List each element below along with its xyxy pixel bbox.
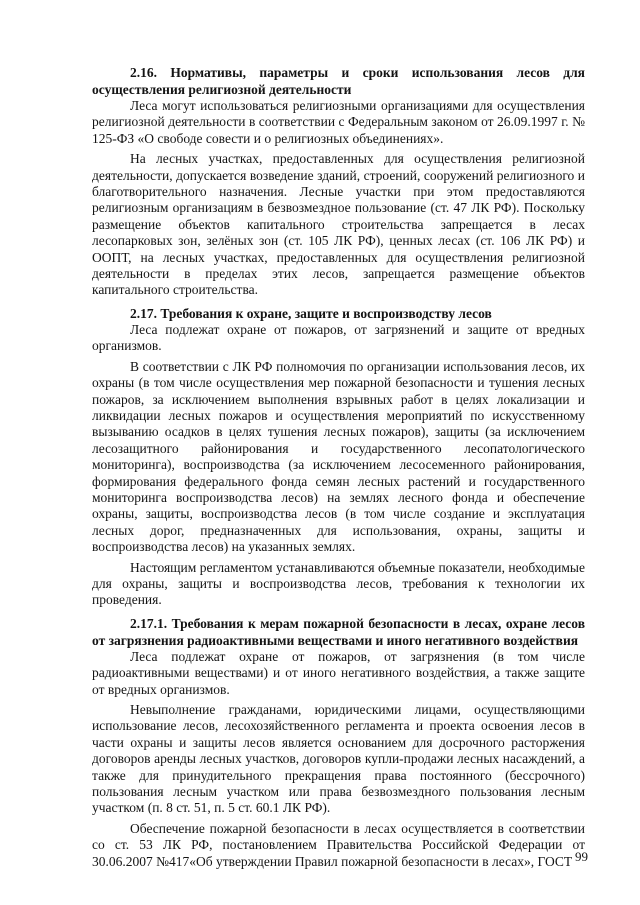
section-2-17-paragraph-2: В соответствии с ЛК РФ полномочия по организации использования лесов, их охраны (в том числе осуществления мер пожарной безопасности и тушения лесных пожаров, за исключением выполнения взрывных работ в целях локализации и ликвидации лесных пожаров и осуществления мероприятий по искусственному вызыванию осадков в целях тушения лесных пожаров), защиты (за исключением лесозащитного районирования и государственного лесопатологического мониторинга), воспроизводства (за исключением лесосеменного районирования, формирования федерального фонда семян лесных растений и государственного мониторинга воспроизводства лесов) на землях лесного фонда и обеспечение охраны, защиты, воспроизводства лесов (в том числе создание и эксплуатация лесных дорог, предназначенных для использования, охраны, защиты и воспроизводства лесов) на указанных землях. (92, 358, 585, 555)
section-2-17-paragraph-1: Леса подлежат охране от пожаров, от загрязнений и защите от вредных организмов. (92, 321, 585, 354)
section-2-17-paragraph-3: Настоящим регламентом устанавливаются объемные показатели, необходимые для охраны, защиты и воспроизводства лесов, требования к технологии их проведения. (92, 559, 585, 608)
section-2-17-1-paragraph-3: Обеспечение пожарной безопасности в лесах осуществляется в соответствии со ст. 53 ЛК РФ, постановлением Правительства Российской Федерации от 30.06.2007 №417«Об утверждении Правил пожарной безопасности в лесах», ГОСТ (92, 820, 585, 869)
section-2-17-1-paragraph-2: Невыполнение гражданами, юридическими лицами, осуществляющими использование лесов, лесохозяйственного регламента и проекта освоения лесов в части охраны и защиты лесов является основанием для досрочного расторжения договоров аренды лесных участков, договоров купли-продажи лесных насаждений, а также для принудительного прекращения права постоянного (бессрочного) пользования лесным участком или права безвозмездного пользования лесным участком (п. 8 ст. 51, п. 5 ст. 60.1 ЛК РФ). (92, 702, 585, 816)
page-number: 99 (575, 849, 588, 864)
section-2-17-heading: 2.17. Требования к охране, защите и воспроизводству лесов (130, 305, 492, 321)
section-2-17-1-paragraph-1: Леса подлежат охране от пожаров, от загрязнения (в том числе радиоактивными веществами) и от иного негативного воздействия, а также защите от вредных организмов. (92, 648, 585, 697)
section-2-17-1-heading: 2.17.1. Требования к мерам пожарной безопасности в лесах, охране лесов от загрязнения радиоактивными веществами и иного негативного воздействия (92, 615, 585, 648)
section-2-16-paragraph-2: На лесных участках, предоставленных для осуществления религиозной деятельности, допускается возведение зданий, строений, сооружений религиозного и благотворительного назначения. Лесные участки при этом предоставляются религиозным организациям в безвозмездное пользование (ст. 47 ЛК РФ). Поскольку размещение объектов капитального строительства запрещается в лесах лесопарковых зон, зелёных зон (ст. 105 ЛК РФ), ценных лесах (ст. 106 ЛК РФ) и ООПТ, на лесных участках, предоставленных для осуществления религиозной деятельности в пределах этих лесов, запрещается размещение объектов капитального строительства. (92, 151, 585, 298)
section-2-16-paragraph-1: Леса могут использоваться религиозными организациями для осуществления религиозной деятельности в соответствии с Федеральным законом от 26.09.1997 г. № 125-ФЗ «О свободе совести и о религиозных объединениях». (92, 98, 585, 146)
section-2-16-heading: 2.16. Нормативы, параметры и сроки использования лесов для осуществления религиозной деятельности (92, 65, 585, 97)
